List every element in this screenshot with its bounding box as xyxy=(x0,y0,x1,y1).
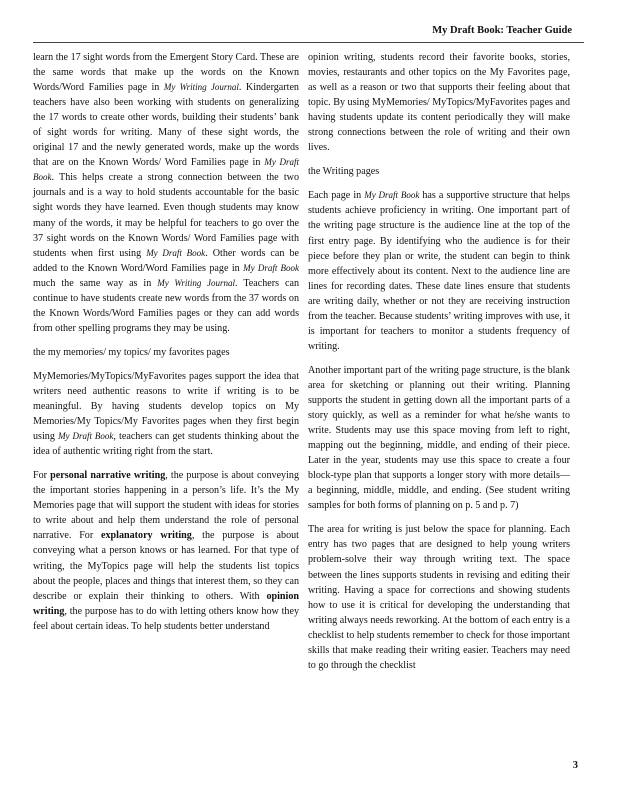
bold-term: personal narrative writing xyxy=(50,470,166,482)
page-number: 3 xyxy=(572,760,578,771)
bold-term: explanatory writing xyxy=(101,530,192,542)
paragraph-planning-area: Another important part of the writing page structure, is the blank area for sketching or planning out their writing. Planning supports the student in getting down all the important parts of a story quickly, as well as a reminder for what he/she wants to write. Students may use this space moving from left to right, mapping out the beginning, middle, and ending of their piece. Later in the year, students may use this space to create a four block-type plan that supports a longer story with more details—a beginning, middle, middle, and ending. (See student writing samples for both forms of planning on p. 5 and p. 7) xyxy=(308,364,570,512)
bold-term: opinion writing xyxy=(33,590,299,617)
text: . Other words can be added to the Known Word/Word Families page in xyxy=(33,247,299,274)
text: much the same way as in xyxy=(33,277,158,289)
text: For xyxy=(33,470,51,482)
journal-title: My Writing Journal xyxy=(157,277,236,288)
paragraph-opinion-writing: opinion writing, students record their favorite books, stories, movies, restaurants and other topics on the My Favorites page, as well as a reason or two that supports their feeling about that topic. By using MyMemories/ MyTopics/MyFavorites pages and having students update its content periodically they will make strong connections between the role of writing and their own lives. xyxy=(308,52,570,154)
text: , the purpose has to do with letting others know how they feel about certain ideas. To help students better understand xyxy=(33,605,299,632)
section-heading-memories: the my memories/ my topics/ my favorites pages xyxy=(33,346,230,358)
paragraph-memories-pages xyxy=(33,369,299,459)
book-title: My Draft Book xyxy=(58,431,114,442)
text: Each page in xyxy=(308,190,365,202)
journal-title: My Writing Journal xyxy=(163,82,239,93)
right-column xyxy=(308,50,570,682)
text: . This helps create a strong connection between the two journals and is a way to hold students accountable for the basic sight words they have learned. Even though students may know many of the words, it may be helpful for teachers to go over the 37 sight words on the Known Words/ Word Families page with students when first using xyxy=(33,172,299,259)
paragraph-page-structure xyxy=(308,188,570,354)
book-title: My Draft Book xyxy=(33,157,299,183)
paragraph-writing-types xyxy=(33,468,299,634)
text: . Teachers can continue to have students create new words from the 37 words on the Known Words/Word Families pages or they can add words from other spelling programs they may be using. xyxy=(33,277,299,334)
section-heading-writing-pages: the Writing pages xyxy=(308,166,380,178)
running-head: My Draft Book: Teacher Guide xyxy=(432,25,572,36)
left-column xyxy=(33,50,299,643)
text: has a supportive structure that helps students achieve proficiency in writing. One important part of the writing page structure is the audience line at the top of the first entry page. By identifying who the audience is for their piece before they plan or write, the student can begin to think more effectively about its content. Next to the audience line are lines for recording dates. These date lines ensure that students are writing daily, whether or not they are receiving instruction from the teacher. Because students’ writing improves with use, it is important for teachers to monitor a students frequency of writing. xyxy=(308,190,570,352)
paragraph-sight-words xyxy=(33,50,299,336)
book-title: My Draft Book xyxy=(243,262,299,273)
text: , the purpose is about conveying the important stories happening in a person’s life. It’s the My Memories page that will support the student with ideas for stories to write about and help them understand the role of personal narrative. For xyxy=(33,470,299,542)
paragraph-writing-area: The area for writing is just below the space for planning. Each entry has two pages that are designed to help young writers problem-solve their way through writing text. The space between the lines supports students in revising and editing their writing. Having a space for corrections and showing students how to use it is critical for developing the understanding that writing always needs reworking. At the bottom of each entry is a checklist to help students remember to check for those important skills that make reading their writing easier. Teachers may need to go through the checklist xyxy=(308,524,570,671)
text: , the purpose is about conveying what a person knows or has learned. For that type of writing, the MyTopics page will help the students list topics about the people, places and things that interest them, so they can describe or explain their thinking to others. With xyxy=(33,530,299,602)
book-title: My Draft Book xyxy=(364,190,420,201)
header-rule xyxy=(33,42,584,43)
text: learn the 17 sight words from the Emergent Story Card. These are the same words that make up the words on the Known Words/Word Families page in xyxy=(33,52,299,94)
text: , teachers can get students thinking about the idea of authentic writing right from the start. xyxy=(33,431,299,458)
text: MyMemories/MyTopics/MyFavorites pages support the idea that writers need authentic reasons to write if writing is to be meaningful. By having students develop topics on My Memories/My Topics/My Favorites pages when they first begin using xyxy=(33,370,299,443)
text: . Kindergarten teachers have also been working with students on generalizing the 17 words to create other words, building their students’ bank of sight words for writing. Many of these sight words, the original 17 and the newly generated words, make up the words that are on the Known Words/ Word Families page in xyxy=(33,82,299,169)
book-title: My Draft Book xyxy=(146,247,206,258)
